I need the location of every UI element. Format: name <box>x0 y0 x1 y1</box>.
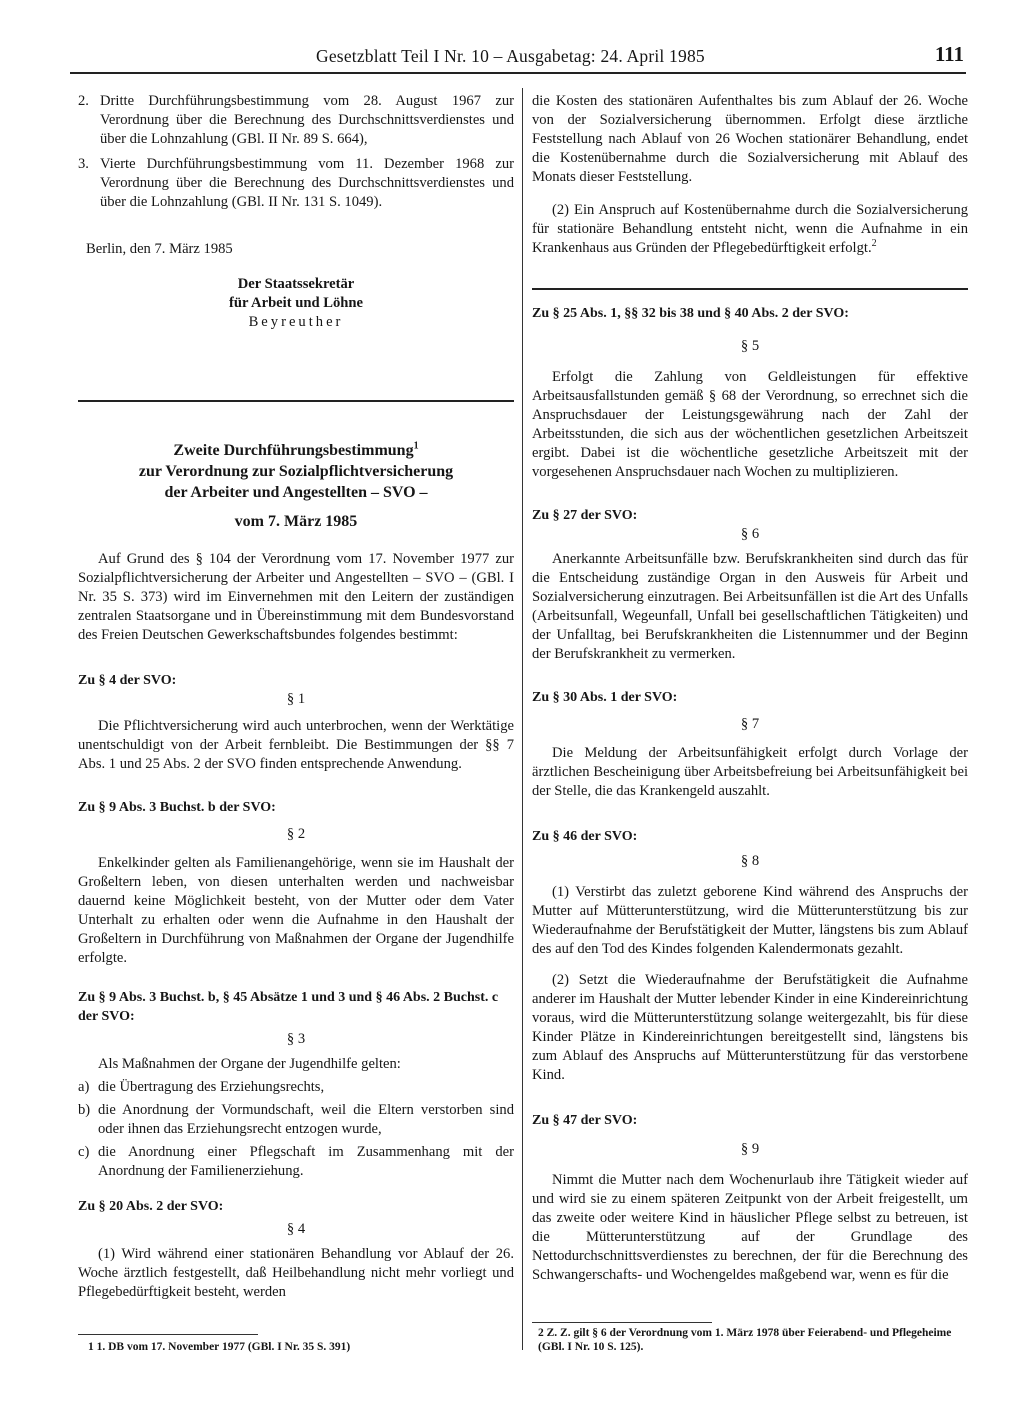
paragraph-text: (1) Wird während einer stationären Behandlung vor Ablauf der 26. Woche ärztlich festgestellt, daß Heilbehandlung nicht mehr vorliegt und Pflegebedürftigkeit besteht, werden <box>78 1246 514 1300</box>
footnote: 1 1. DB vom 17. November 1977 (GBl. I Nr. 35 S. 391) <box>88 1341 351 1353</box>
title-line2: zur Verordnung zur Sozialpflichtversicherung <box>138 463 454 480</box>
paragraph-text: Nimmt die Mutter nach dem Wochenurlaub ihre Tätigkeit wieder auf und wird sie zu einem späteren Zeitpunkt von der Arbeit freigestellt, um das zweite oder weitere Kind in häuslicher Pflege selbst zu betreuen, ist die Mütterunterstützung auf der Grundlage des Nettodurchschnittsverdienstes zu berechnen, der für die Berechnung des Schwangerschafts- und Wochengeldes maßgebend war, wenn es für die <box>532 1172 968 1283</box>
paragraph-text: Die Meldung der Arbeitsunfähigkeit erfolgt durch Vorlage der ärztlichen Bescheinigung über Arbeitsbefreiung bei Arbeitsunfähigkeit bei der Stelle, die das Krankengeld auszahlt. <box>532 745 968 799</box>
list-item <box>78 1101 514 1139</box>
list-item <box>78 92 514 149</box>
title-line3: der Arbeiter und Angestellten – SVO – <box>164 484 428 501</box>
section-reference: Zu § 4 der SVO: <box>78 673 177 688</box>
section-reference: Zu § 20 Abs. 2 der SVO: <box>78 1199 224 1214</box>
section-reference: Zu § 46 der SVO: <box>532 829 638 844</box>
paragraph-number: § 6 <box>740 526 760 542</box>
paragraph-text: Erfolgt die Zahlung von Geldleistungen für effektive Arbeitsausfallstunden gemäß § 68 der Verordnung, so errechnet sich die Anspruchsdauer der Leistungsgewährung nach der Zahl der Arbeitsstunden, die sich aus der wöchentlichen gesetzlichen Arbeitszeit ergibt. Dabei ist die wöchentliche gesetzliche Arbeitszeit mit der vorgesehenen Anspruchsdauer nach Wochen zu multiplizieren. <box>532 369 968 480</box>
section-reference: Zu § 9 Abs. 3 Buchst. b der SVO: <box>78 800 276 815</box>
list-number: 3. <box>78 156 89 172</box>
paragraph-text: Anerkannte Arbeitsunfälle bzw. Berufskrankheiten sind durch das für die Entscheidung zuständige Organ in den Ausweis für Arbeit und Sozialversicherung einzutragen. Bei Arbeitsunfällen ist die Art des Unfalls (Arbeitsunfall, Wegeunfall, Unfall bei gesellschaftlichen Tätigkeiten) und der Unfalltag, bei Berufskrankheiten die Listennummer und der Beginn der Berufskrankheit zu vermerken. <box>532 551 968 662</box>
left-column-main <box>78 440 514 1302</box>
section-reference: Zu § 9 Abs. 3 Buchst. b, § 45 Absätze 1 und 3 und § 46 Abs. 2 Buchst. c der SVO: <box>78 990 499 1024</box>
header-title: Gesetzblatt Teil I Nr. 10 – Ausgabetag: 24. April 1985 <box>316 46 705 66</box>
section-reference: Zu § 47 der SVO: <box>532 1113 638 1128</box>
footnote-mark: 2 <box>871 238 877 250</box>
page-number: 111 <box>934 42 964 66</box>
signature-block <box>78 275 514 332</box>
item-text: die Anordnung einer Pflegschaft im Zusammenhang mit der Anordnung der Familienerziehung. <box>98 1144 514 1179</box>
footnote-rule <box>78 1334 258 1335</box>
paragraph-number: § 3 <box>286 1031 306 1047</box>
section-reference: Zu § 27 der SVO: <box>532 508 638 523</box>
list-text: Dritte Durchführungsbestimmung vom 28. August 1967 zur Verordnung über die Berechnung des Durchschnittsverdienstes und über die Lohnzahlung (GBl. II Nr. 89 S. 664), <box>100 93 514 147</box>
paragraph-text: Die Pflichtversicherung wird auch unterbrochen, wenn der Werktätige unentschuldigt von der Arbeit fernbleibt. Die Bestimmungen der §§ 7 Abs. 1 und 25 Abs. 2 der SVO finden entsprechende Anwendung. <box>78 718 514 772</box>
signature-line2: für Arbeit und Löhne <box>229 295 363 311</box>
footnote: 2 Z. Z. gilt § 6 der Verordnung vom 1. März 1978 über Feierabend- und Pflegeheime (GBl. I Nr. 10 S. 125). <box>538 1327 952 1353</box>
item-letter: a) <box>78 1079 90 1095</box>
section-reference: Zu § 25 Abs. 1, §§ 32 bis 38 und § 40 Abs. 2 der SVO: <box>532 306 849 321</box>
section-reference: Zu § 30 Abs. 1 der SVO: <box>532 690 678 705</box>
title-date: vom 7. März 1985 <box>234 513 358 530</box>
paragraph-number: § 7 <box>740 716 760 732</box>
paragraph-text: Als Maßnahmen der Organe der Jugendhilfe gelten: <box>98 1056 401 1072</box>
preamble: Auf Grund des § 104 der Verordnung vom 17. November 1977 zur Sozialpflichtversicherung der Arbeiter und Angestellten – SVO – (GBl. I Nr. 35 S. 373) wird im Einvernehmen mit den Leitern der zuständigen zentralen Staatsorgane und in Übereinstimmung mit dem Bundesvorstand des Freien Deutschen Gewerkschaftsbundes folgendes bestimmt: <box>78 551 514 643</box>
title-line1: Zweite Durchführungsbestimmung <box>173 442 414 459</box>
paragraph-text: (2) Setzt die Wiederaufnahme der Berufstätigkeit die Aufnahme anderer im Haushalt der Mutter lebender Kinder in eine Kindereinrichtung voraus, wird die Mütterunterstützung solange weitergezahlt, bis für diese Kinder Plätze in Kindereinrichtungen bereitgestellt sind, längstens bis zum Ablauf des Anspruchs auf Mütterunterstützung für das verstorbene Kind. <box>532 972 968 1083</box>
item-text: die Übertragung des Erziehungsrechts, <box>98 1079 325 1095</box>
item-letter: b) <box>78 1102 91 1118</box>
paragraph-text: die Kosten des stationären Aufenthaltes bis zum Ablauf der 26. Woche von der Sozialversicherung übernommen. Erfolgt diese ärztliche Feststellung nach Ablauf von 26 Wochen stationärer Behandlung, endet die Kostenübernahme durch die Sozialversicherung mit Ablauf des Monats dieser Feststellung. <box>532 93 968 185</box>
left-column <box>78 92 514 332</box>
right-column <box>532 92 968 258</box>
paragraph-number: § 4 <box>286 1221 306 1237</box>
list-number: 2. <box>78 93 89 109</box>
place-date: Berlin, den 7. März 1985 <box>86 241 233 257</box>
footnote-mark: 1 <box>413 440 419 452</box>
list-item <box>78 1143 514 1181</box>
footnote-rule <box>532 1322 712 1323</box>
paragraph-number: § 5 <box>740 338 760 354</box>
paragraph-text <box>532 201 968 258</box>
section-rule <box>78 400 514 402</box>
right-column-main <box>532 304 968 1285</box>
paragraph-text: Enkelkinder gelten als Familienangehörige, wenn sie im Haushalt der Großeltern leben, von diesen unterhalten werden und nachweisbar dauernd keine Möglichkeit besteht, von der Mutter oder dem Vater Unterhalt zu erhalten oder wenn die Aufnahme in den Haushalt der Großeltern in Durchführung von Maßnahmen der Organe der Jugendhilfe erfolgte. <box>78 855 514 966</box>
paragraph-number: § 9 <box>740 1141 760 1157</box>
signature-name: Beyreuther <box>248 314 344 330</box>
item-text: die Anordnung der Vormundschaft, weil die Eltern verstorben sind oder ihnen das Erziehungsrecht entzogen wurde, <box>98 1102 514 1137</box>
paragraph-number: § 8 <box>740 853 760 869</box>
page-header <box>70 40 966 74</box>
list-text: Vierte Durchführungsbestimmung vom 11. Dezember 1968 zur Verordnung über die Berechnung des Durchschnittsverdienstes und über die Lohnzahlung (GBl. II Nr. 131 S. 1049). <box>100 156 514 210</box>
list-item <box>78 155 514 212</box>
item-letter: c) <box>78 1144 90 1160</box>
document-title <box>78 440 514 532</box>
list-item <box>78 1078 514 1097</box>
section-rule <box>532 288 968 290</box>
paragraph-number: § 1 <box>286 691 306 707</box>
column-divider <box>522 88 523 1350</box>
paragraph-number: § 2 <box>286 826 306 842</box>
abs2-text: (2) Ein Anspruch auf Kostenübernahme durch die Sozialversicherung für stationäre Behandlung entsteht nicht, wenn die Aufnahme in ein Krankenhaus aus Gründen der Pflegebedürftigkeit erfolgt. <box>532 202 968 256</box>
paragraph-text: (1) Verstirbt das zuletzt geborene Kind während des Anspruchs der Mutter auf Mütterunterstützung, wird die Mütterunterstützung bis zur Wiederaufnahme der Berufstätigkeit der Mutter, längstens bis zum Ablauf des auf den Tod des Kindes folgenden Kalendermonats gezahlt. <box>532 884 968 957</box>
signature-line1: Der Staatssekretär <box>237 276 355 292</box>
